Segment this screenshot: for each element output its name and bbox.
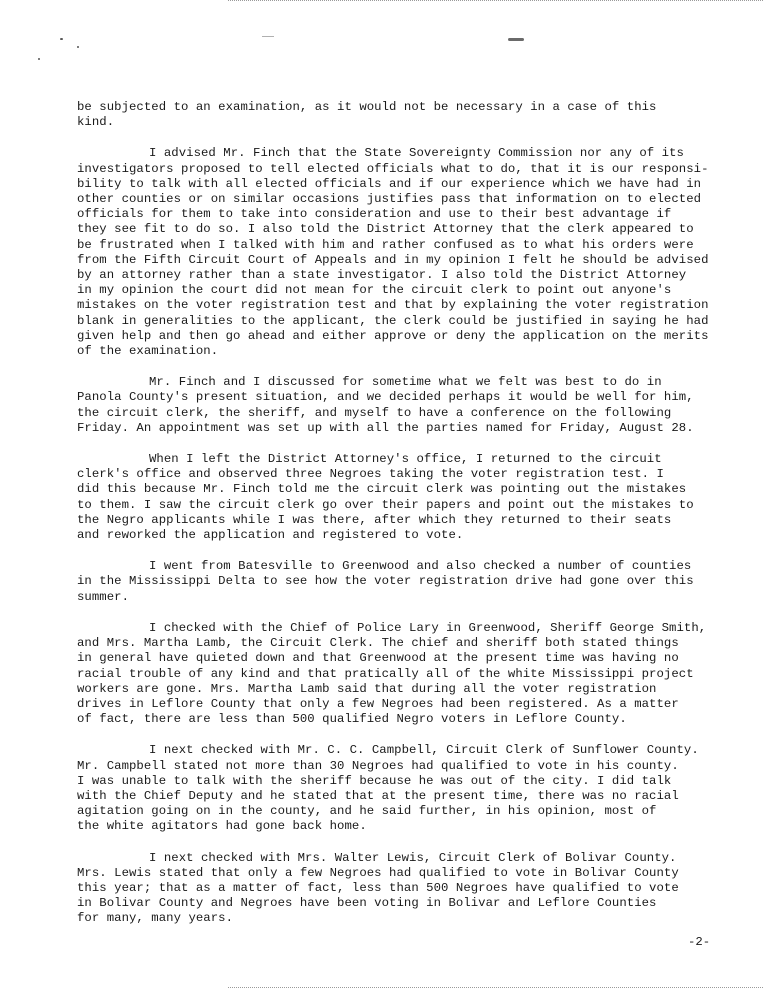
paragraph-clerk-office	[77, 452, 727, 543]
scan-speck	[38, 58, 40, 60]
letter-body	[77, 100, 727, 943]
top-scan-edge	[228, 0, 763, 3]
paragraph-bolivar-county	[77, 851, 727, 927]
scan-speck	[60, 38, 63, 40]
paragraph-text: I went from Batesville to Greenwood and also checked a number of counties in the Mississippi Delta to see how the voter registration drive had gone over this summer.	[77, 559, 694, 604]
paragraph-greenwood-trip	[77, 559, 727, 605]
paragraph-advised-finch	[77, 146, 727, 359]
paragraph-text: I advised Mr. Finch that the State Sovereignty Commission nor any of its investigators proposed to tell elected officials what to do, that it is our responsi- bility to talk with all elected officials and if our experience which we have had in other counties or on similar occasions justifies pass that information on to elected officials for them to take into consideration and use to their best advantage if they see fit to do so. I also told the District Attorney that the clerk appeared to be frustrated when I talked with him and rather confused as to what his orders were from the Fifth Circuit Court of Appeals and in my opinion I felt he should be advised by an attorney rather than a state investigator. I also told the District Attorney in my opinion the court did not mean for the circuit clerk to point out anyone's mistakes on the voter registration test and that by explaining the voter registration blank in generalities to the applicant, the clerk could be justified in saying he had given help and then go ahead and either approve or deny the application on the merits of the examination.	[77, 146, 709, 359]
scan-mark	[262, 36, 274, 37]
paragraph-discussed-situation	[77, 375, 727, 436]
paragraph-text: I checked with the Chief of Police Lary in Greenwood, Sheriff George Smith, and Mrs. Martha Lamb, the Circuit Clerk. The chief and sheriff both stated things in general have quieted down and that Greenwood at the present time was having no racial trouble of any kind and that pratically all of the white Mississippi project workers are gone. Mrs. Martha Lamb said that during all the voter registration drives in Leflore County that only a few Negroes had been registered. As a matter of fact, there are less than 500 qualified Negro voters in Leflore County.	[77, 620, 707, 727]
paragraph-text: When I left the District Attorney's office, I returned to the circuit clerk's office and observed three Negroes taking the voter registration test. I did this because Mr. Finch told me the circuit clerk was pointing out the mistakes to them. I saw the circuit clerk go over their papers and point out the mistakes to the Negro applicants while I was there, after which they returned to their seats and reworked the application and registered to vote.	[77, 452, 694, 543]
paragraph-text: be subjected to an examination, as it would not be necessary in a case of this kind.	[77, 100, 657, 130]
paragraph-continuation	[77, 100, 727, 130]
paragraph-leflore-county	[77, 621, 727, 727]
paragraph-sunflower-county	[77, 743, 727, 834]
page-number: -2-	[688, 935, 711, 949]
paragraph-text: I next checked with Mrs. Walter Lewis, Circuit Clerk of Bolivar County. Mrs. Lewis stated that only a few Negroes had qualified to vote in Bolivar County this year; that as a matter of fact, less than 500 Negroes have qualified to vote in Bolivar County and Negroes have been voting in Bolivar and Leflore Counties for many, many years.	[77, 850, 679, 926]
scan-speck	[77, 46, 79, 48]
scan-mark	[508, 38, 524, 41]
paragraph-text: I next checked with Mr. C. C. Campbell, Circuit Clerk of Sunflower County. Mr. Campbell stated not more than 30 Negroes had qualified to vote in his county. I was unable to talk with the sheriff because he was out of the city. I did talk with the Chief Deputy and he stated that at the present time, there was no racial agitation going on in the county, and he said further, in his opinion, most of the white agitators had gone back home.	[77, 743, 699, 834]
paragraph-text: Mr. Finch and I discussed for sometime what we felt was best to do in Panola County's present situation, and we decided perhaps it would be well for him, the circuit clerk, the sheriff, and myself to have a conference on the following Friday. An appointment was set up with all the parties named for Friday, August 28.	[77, 375, 694, 435]
